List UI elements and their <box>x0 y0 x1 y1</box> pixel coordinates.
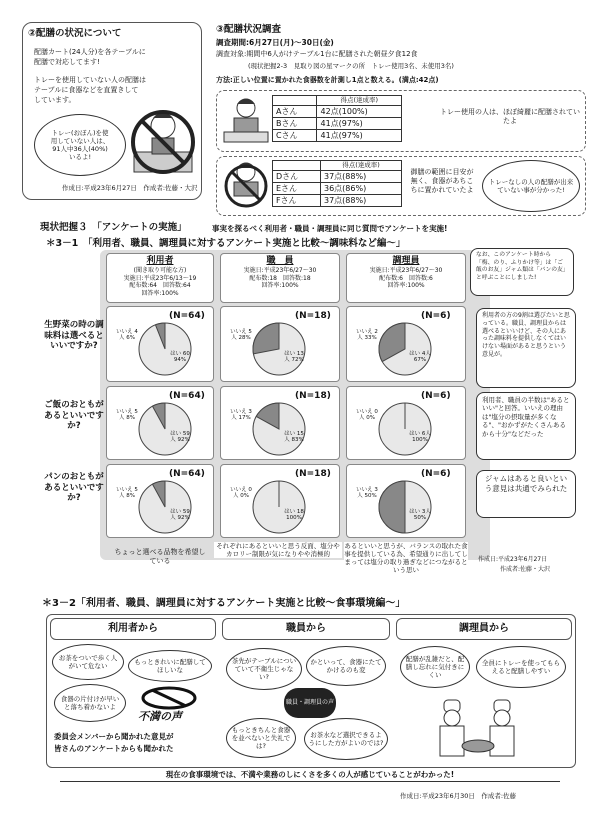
person-name: Dさん <box>273 171 321 183</box>
row-comment-rice: 利用者、職員の半数は"あるといい"と回答。いいえの理由は"塩分の摂取量が多くなる"、"おかずがたくさんあるから十分"などだった <box>476 392 576 460</box>
person-name: Aさん <box>273 106 317 118</box>
person-score: 41点(97%) <box>317 118 402 130</box>
staff-bubble-4: お茶水など選択できるようにした方がよいのでは? <box>304 718 388 760</box>
survey-sub2: ＊3－2「利用者、職員、調理員に対するアンケート実施と比較～食事環境編～」 <box>42 598 406 609</box>
pie-cell <box>346 464 466 538</box>
survey-title: 現状把握３ 「アンケートの実施」 <box>40 222 187 233</box>
column-detail: 配布数:64 回答数:64 <box>129 282 191 290</box>
pie-n-label: (N=6) <box>421 391 451 401</box>
pie-n-label: (N=6) <box>421 469 451 479</box>
section2-bubble-line: いるよ! <box>68 153 92 162</box>
pie-label-yes: はい 13人 72% <box>284 351 304 364</box>
pie-label-yes: はい 59人 92% <box>170 509 190 522</box>
cooks-illustration-icon <box>430 696 530 762</box>
column-detail: 配布数:6 回答数:6 <box>379 274 433 282</box>
pie-cell <box>346 306 466 382</box>
cook-bubble-1: 配膳が乱雑だと、配膳し忘れに気付きにくい <box>400 646 470 688</box>
pie-n-label: (N=64) <box>169 391 205 401</box>
pie-slice-no <box>379 481 405 533</box>
row-question-vegetables: 生野菜の時の調味料は選べるといいですか? <box>44 320 104 352</box>
pie-label-yes: はい 59人 92% <box>170 431 190 444</box>
pie-label-yes: はい 60 94% <box>170 351 190 364</box>
non-tray-score-table <box>272 160 402 207</box>
pie-label-no: いいえ 5人 8% <box>116 409 138 422</box>
section3-target: 調査対象:期間中6人がけテーブル1台に配膳された朝昼夕食12食 <box>216 50 418 58</box>
pie-label-yes: はい 18 100% <box>284 509 304 522</box>
person-name: Fさん <box>273 195 321 207</box>
pie-label-no: いいえ 4人 6% <box>116 329 138 342</box>
bottom-note-staff: それぞれにあるといいと思う反面、塩分やカロリー制限が気になりやや消極的 <box>214 542 342 558</box>
section2-p2b: テーブルに食器などを直置きして <box>34 86 139 94</box>
pie-cell <box>106 306 214 382</box>
section2-bubble <box>34 114 126 176</box>
survey-note-top: なお、このアンケート時から「梅、のり、ふりかけ等」は「ご飯のお友」ジャム類は「パンの友」と呼ぶことにしました! <box>470 248 574 296</box>
tray-user-illustration-icon <box>222 94 270 148</box>
column-name: 職 員 <box>266 256 294 266</box>
row-comment-vegetables: 利用者の方の9割は選びたいと思っている。職員、調理員からは選べるといいけど、その人にあった調味料を提供しなくてはいけない場面があると思うという意見が。 <box>476 308 576 388</box>
column-detail: 実施日:平成23年6/13～19 <box>123 274 197 282</box>
pie-label-no: いいえ 3人 50% <box>356 487 378 500</box>
section3-target-sub: (現状把握2-3 見取り図の星マークの所 トレー使用3名、未使用3名) <box>248 62 454 70</box>
complaint-icon <box>134 684 204 712</box>
non-tray-bubble: トレーなしの人の配膳が出来ていない事が分かった! <box>482 160 580 212</box>
score-header: 得点(達成率) <box>317 96 402 106</box>
staff-voice-logo <box>284 688 336 718</box>
pie-label-no: いいえ 2人 33% <box>356 329 378 342</box>
column-detail: 回答率:100% <box>141 289 179 297</box>
pie-chart <box>107 307 215 383</box>
score-header: 得点(達成率) <box>321 161 402 171</box>
row-comment-bread: ジャムはあると良いという意見は共通でみられた <box>476 470 576 518</box>
env-credit: 作成日:平成23年6月30日 作成者:佐藤 <box>400 792 517 800</box>
person-name: Eさん <box>273 183 321 195</box>
pie-label-no: いいえ 0人 0% <box>230 487 252 500</box>
person-name: Cさん <box>273 130 317 142</box>
user-bottom-2: 皆さんのアンケートからも聞かれた <box>54 744 174 753</box>
pie-n-label: (N=18) <box>295 469 331 479</box>
survey-intro: 事実を探るべく利用者・職員・調理員に同じ質問でアンケートを実施! <box>212 224 448 233</box>
column-detail: 実施日:平成23年6/27～30 <box>243 267 317 275</box>
pie-cell <box>220 464 340 538</box>
person-score: 37点(88%) <box>321 195 402 207</box>
section2-p1b: 配膳で対応してます! <box>34 58 100 66</box>
section2-p2a: トレーを使用していない人の配膳は <box>34 76 146 84</box>
pie-cell <box>106 464 214 538</box>
bottom-note-user: ちょっと選べる品物を希望している <box>114 548 206 565</box>
staff-bubble-1: 茶先がテーブルについていて不衛生じゃない? <box>226 648 302 690</box>
pie-chart <box>107 387 215 461</box>
section2-title: ②配膳の状況について <box>28 28 122 39</box>
staff-bubble-2: かといって、食器にたてかけるのも変 <box>306 646 386 686</box>
pie-n-label: (N=6) <box>421 311 451 321</box>
section2-p2c: しています。 <box>34 96 76 104</box>
column-detail: 実施日:平成23年6/27～30 <box>369 267 443 275</box>
staff-logo-text: 職員・調理員の声 <box>285 699 334 707</box>
column-header-user <box>106 253 214 303</box>
person-score: 41点(97%) <box>317 130 402 142</box>
pie-label-no: いいえ 0人 0% <box>356 409 378 422</box>
column-detail: (聞き取り可能な方) <box>133 267 187 275</box>
pie-cell <box>346 386 466 460</box>
section3-method: 方法:正しい位置に置かれた食器数を計測し1点と数える。(満点:42点) <box>216 76 439 84</box>
column-detail: 配布数:18 回答数:18 <box>249 274 311 282</box>
section2-credit: 作成日:平成23年6月27日 作成者:佐藤・大沢 <box>62 184 198 192</box>
pie-chart <box>347 307 467 383</box>
pie-label-no: いいえ 3人 17% <box>230 409 252 422</box>
pie-label-no: いいえ 5人 8% <box>116 487 138 500</box>
non-tray-note: 御膳の範囲に目安が無く、食器があちこちに置かれていたよ <box>410 168 474 194</box>
no-tray-illustration-icon <box>128 100 198 178</box>
complaint-logo-text: 不満の声 <box>138 710 182 723</box>
pie-chart <box>347 387 467 461</box>
cook-bubble-2: 全員にトレーを使ってもらえると配膳しやすい <box>476 646 566 688</box>
section3-date: 調査期間:6月27日(月)～30日(金) <box>216 38 334 47</box>
pie-label-yes: はい 15人 83% <box>284 431 304 444</box>
env-col-user-head: 利用者から <box>50 618 216 640</box>
row-question-bread: パンのおともがあるといいですか? <box>44 472 104 504</box>
section2-bubble-line: 91人中36人(40%) <box>52 145 108 153</box>
pie-n-label: (N=64) <box>169 311 205 321</box>
person-score: 42点(100%) <box>317 106 402 118</box>
pie-n-label: (N=64) <box>169 469 205 479</box>
column-detail: 回答率:100% <box>387 282 425 290</box>
pie-chart <box>221 387 341 461</box>
pie-chart <box>107 465 215 539</box>
pie-cell <box>106 386 214 460</box>
tray-score-table <box>272 95 402 142</box>
section2-p1a: 配膳カート(24人分)を各テーブルに <box>34 48 146 56</box>
bottom-note-cook: あるといいと思うが、バランスの取れた食事を提供している為、希望通りに出してしまっては塩分の取り過ぎなどにつながるという思い <box>344 542 468 575</box>
pie-label-yes: はい 3人 50% <box>409 509 431 522</box>
pie-label-no: いいえ 5人 28% <box>230 329 252 342</box>
pie-slice-no <box>253 323 279 354</box>
user-complaint-logo <box>134 684 204 724</box>
pie-chart <box>221 465 341 539</box>
non-tray-illustration-icon <box>222 158 270 214</box>
pie-n-label: (N=18) <box>295 311 331 321</box>
survey-sub1: ＊3－1 「利用者、職員、調理員に対するアンケート実施と比較～調味料など編～」 <box>46 238 406 249</box>
pie-cell <box>220 386 340 460</box>
row-question-rice: ご飯のおともがあるといいですか? <box>44 400 104 432</box>
pie-label-yes: はい 6人 100% <box>409 431 431 444</box>
person-score: 37点(88%) <box>321 171 402 183</box>
survey-credit-author: 作成者:佐藤・大沢 <box>500 566 551 573</box>
section2-bubble-line: トレー(おぼん)を使 <box>51 128 109 137</box>
pie-label-yes: はい 4人 67% <box>409 351 431 364</box>
env-conclusion: 現在の食事環境では、不満や業務のしにくさを多くの人が感じていることがわかった! <box>60 770 560 782</box>
env-col-cook-head: 調理員から <box>396 618 572 640</box>
section3-title: ③配膳状況調査 <box>216 24 282 35</box>
user-bubble-3: 食器の片付けが早いと落ち着かないよ <box>54 684 126 722</box>
survey-credit-date: 作成日:平成23年6月27日 <box>478 556 548 563</box>
column-name: 調理員 <box>392 256 420 266</box>
tray-note: トレー使用の人は、ほぼ綺麗に配膳されていたよ <box>440 108 580 125</box>
user-bubble-1: お茶をついで歩く人がいて危ない <box>52 644 124 680</box>
pie-n-label: (N=18) <box>295 391 331 401</box>
user-bottom-1: 委員会メンバーから聞かれた意見が <box>54 732 174 741</box>
column-header-cook <box>346 253 466 303</box>
user-bubble-2: もっときれいに配膳してほしいな <box>128 650 212 682</box>
section2-bubble-line: 用していない人は、 <box>50 136 110 145</box>
pie-cell <box>220 306 340 382</box>
column-name: 利用者 <box>146 256 174 266</box>
column-header-staff <box>220 253 340 303</box>
pie-chart <box>347 465 467 539</box>
env-col-staff-head: 職員から <box>222 618 390 640</box>
person-score: 36点(86%) <box>321 183 402 195</box>
pie-chart <box>221 307 341 383</box>
person-name: Bさん <box>273 118 317 130</box>
staff-bubble-3: もっときちんと食器を並べないと失礼では? <box>226 718 296 758</box>
column-detail: 回答率:100% <box>261 282 299 290</box>
